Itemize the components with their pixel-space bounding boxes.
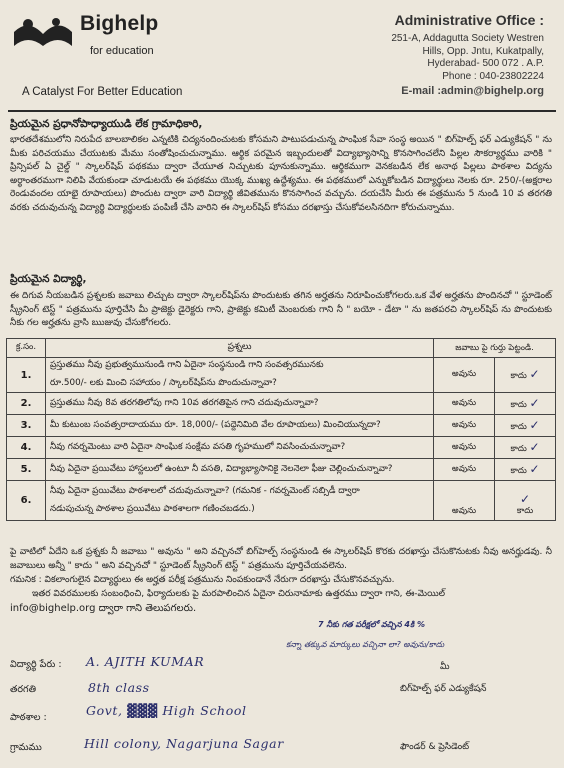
school-label: పాఠశాల :	[10, 712, 47, 723]
table-row	[7, 437, 556, 459]
student-name-label: విద్యార్థి పేరు :	[10, 659, 62, 670]
answer-yes-option[interactable]: అవును	[434, 415, 495, 437]
instructions-paragraph: ఈ దిగువ నీయబడిన ప్రశ్నలకు జవాబు లిచ్చుట ద్వారా స్కాలర్‌షిప్‌ను పొందుటకు తగిన అర్హతను నిరూపించుకోగలరు.ఒక వేళ అర్హతను పొందినచో " స్టూడెంట్ స్క్రీనింగ్ టెస్ట్ " పత్రమును పూర్తిచేసి మీ ప్రాజెక్టు డైరెక్టరు గాని, ప్రాజెక్టు కమిటీ మెంబరుకు గాని నీ " బయో - డేటా " ను జతపరచి స్కాలర్‌షిప్ ను పొందుటకు నీకు గల అర్హతను వ్రాసి ఋజువు చేసుకోగలరు.	[10, 291, 552, 328]
column-header-answer: జవాబు పై గుర్తు పెట్టండి.	[434, 339, 556, 358]
salutation-headmaster: ప్రియమైన ప్రధానోపాధ్యాయుడి లేక గ్రామాధికారి,	[10, 118, 203, 130]
question-line: రూ.500/- లకు మించి సహాయం / స్కాలర్‌షిప్‌ను పొందుచున్నావా?	[50, 378, 277, 388]
disqualification-paragraph: పై వాటిలో ఏదేని ఒక ప్రశ్నకు నీ జవాబు " అవును " అని వచ్చినచో బిగ్‌హెల్ప్ సంస్థనుండి ఈ స్కాలర్‌షిప్ కొరకు దరఖాస్తు చేసుకొనుటకు నీవు అనర్హుడవు. నీ జవాబులు అన్నీ " కాదు " అని వచ్చినచో " స్టూడెంట్ స్క్రీనింగ్ టెస్ట్ " పత్రమును పూర్తిచేయవలెను.	[10, 547, 552, 571]
regards-text: మీ	[440, 662, 450, 672]
answer-no-option[interactable]: కాదు ✓	[495, 459, 556, 481]
table-row	[7, 358, 556, 393]
question-line: నడుపుచున్న పాఠశాల ప్రయివేటు పాఠశాలగా గణించబడదు.)	[50, 503, 255, 514]
address-line: Hills, Opp. Jntu, Kukatpally,	[422, 45, 544, 57]
checkmark-icon: ✓	[529, 417, 540, 432]
question-text: ప్రస్తుతము నీవు 8వ తరగతిలోపు గాని 10వ తరగతిపైన గాని చదువుచున్నావా?	[46, 393, 434, 415]
brand-subtitle: for education	[90, 45, 154, 57]
answer-no-option[interactable]: కాదు ✓	[495, 393, 556, 415]
answer-yes-option[interactable]: అవును	[434, 481, 495, 521]
email-line: E-mail :admin@bighelp.org	[401, 85, 544, 97]
village-value[interactable]: Hill colony, Nagarjuna Sagar	[84, 736, 284, 751]
question-number: 5.	[7, 459, 46, 481]
answer-yes-option[interactable]: అవును	[434, 358, 495, 393]
contact-paragraph: ఇతర వివరములకు సంబంధించి, ఫిర్యాదులకు పై మరపాలించిన ఏదైనా చిరునామాకు ఉత్తరము ద్వారా గాని, ఈ-మెయిల్	[32, 589, 446, 599]
question-line: నీవు ఏదైనా ప్రయివేటు పాఠశాలలో చదువుచున్నావా? (గమనిక - గవర్నమెంట్ సబ్సిడీ ద్వారా	[50, 485, 360, 496]
class-value[interactable]: 8th class	[88, 680, 150, 695]
column-header-number: క్ర.సం.	[7, 339, 46, 358]
question-text: మీ కుటుంబ సంవత్సరాదాయము రూ. 18,000/- (పద్దెనిమిది వేల రూపాయలు) మించియున్నదా?	[46, 415, 434, 437]
address-line: 251-A, Addagutta Society Westren	[391, 33, 544, 44]
brand-name: Bighelp	[80, 12, 159, 35]
class-label: తరగతి	[10, 684, 36, 695]
checkmark-icon: ✓	[529, 439, 540, 454]
marks-question-stamp-line2: కన్నా తక్కువ మార్కులు వచ్చినా లా? అవును/కాదు	[286, 640, 445, 649]
column-header-questions: ప్రశ్నలు	[46, 339, 434, 358]
tagline: A Catalyst For Better Education	[22, 86, 183, 98]
school-value[interactable]: Govt, ▓▓▓ High School	[86, 703, 247, 718]
answer-no-option[interactable]: కాదు ✓	[495, 415, 556, 437]
header-divider	[8, 110, 556, 112]
eligibility-questions-table	[6, 338, 556, 521]
question-text	[46, 481, 434, 521]
checkmark-icon: ✓	[519, 492, 531, 506]
founder-signature: ఫౌండర్ & ప్రెసిడెంట్	[400, 742, 470, 752]
handicapped-note: గమనిక : వికలాంగులైన విద్యార్థులు ఈ అర్హత పరీక్ష పత్రమును నింపకుండానే నేరుగా దరఖాస్తు చేసుకొనవచ్చును.	[10, 575, 395, 585]
office-address	[391, 12, 544, 97]
phone-line: Phone : 040-23802224	[442, 70, 544, 82]
question-number: 1.	[7, 358, 46, 393]
table-row	[7, 393, 556, 415]
question-number: 3.	[7, 415, 46, 437]
checkmark-icon: ✓	[529, 395, 540, 410]
student-name-value[interactable]: A. AJITH KUMAR	[86, 654, 205, 669]
checkmark-icon: ✓	[529, 367, 540, 381]
contact-email-line: info@bighelp.org ద్వారా గాని తెలుపగలరు.	[10, 603, 197, 614]
office-title: Administrative Office :	[394, 12, 544, 28]
answer-no-option[interactable]: ✓ కాదు	[495, 481, 556, 521]
question-number: 4.	[7, 437, 46, 459]
question-line: ప్రస్తుతము నీవు ప్రభుత్వమునుండి గాని ఏదైనా సంస్థనుండి గాని సంవత్సరమునకు	[50, 360, 324, 370]
marks-question-stamp: 7 నీకు గత పరీక్షలో వచ్చిన 4కి %	[318, 620, 425, 629]
question-number: 2.	[7, 393, 46, 415]
answer-yes-option[interactable]: అవును	[434, 437, 495, 459]
question-text	[46, 358, 434, 393]
table-header-row	[7, 339, 556, 358]
table-row	[7, 415, 556, 437]
answer-yes-option[interactable]: అవును	[434, 459, 495, 481]
salutation-student: ప్రియమైన విద్యార్థి,	[10, 273, 87, 285]
question-text: నీవు గవర్నమెంటు వారి ఏదైనా సాంఘిక సంక్షేమ వసతి గృహములో నివసించుచున్నావా?	[46, 437, 434, 459]
answer-yes-option[interactable]: అవును	[434, 393, 495, 415]
bighelp-logo-icon	[12, 8, 76, 48]
intro-paragraph: భారతదేశములోని నిరుపేద బాలబాలికల ఎన్నటికి చిద్యనందించుటకు కోసమని పాటుపడుచున్న పాంఘిక సేవా సంస్థ అయిన " బిగ్‌హెల్ప్ ఫర్ ఎడ్యుకేషన్ " ను మీకు పరిచయము చేయుటకు మేము సంతోషించుచున్నాము. ఆర్థిక పరమైన ఇబ్బందులతో విద్యాభ్యాసాన్ని కొనసాగించలేని పిల్లల సౌకర్యార్థము వారికి " ప్రిన్సిపల్ ఏ చైల్డ్ " స్కాలర్‌షిప్ పథకము ద్వారా చేయూత నిచ్చుటకు పూనుకున్నాము. ఆర్థికముగా వెనకబడిన లేక అనాథ పిల్లలు పాఠశాల విద్యను అర్థాంతరముగా నిలిపి వేయకుండా చూడుటయే ఈ పథకము యొక్క ముఖ్య ఉద్దేశ్యము. ఈ పథకములో ఎన్నుకోబడిన విద్యార్థులు నెలకు రూ. 250/-(అక్షరాల రెండువందల యాభై రూపాయలు) పొందుట ద్వారా వారి విద్యార్థి జీవితమును కొనసాగించ వచ్చును. దయచేసి మీరు ఈ పత్రమును 5 నుండి 10 వ తరగతి వరకు చదువుచున్న విద్యార్థి విద్యార్థులకు పంపిణీ చేసి వారిని ఈ స్కాలర్‌షిప్ కోసము దరఖాస్తు చేసుకోవలసినదిగా కోరుచున్నాము.	[10, 135, 552, 213]
organization-signoff: బిగ్‌హెల్ప్ ఫర్ ఎడ్యుకేషన్	[400, 684, 487, 694]
address-line: Hyderabad- 500 072 . A.P.	[427, 58, 544, 69]
answer-no-option[interactable]: కాదు ✓	[495, 437, 556, 459]
question-text: నీవు ఏదైనా ప్రయివేటు హాస్టలులో ఉంటూ నీ వసతి, విద్యాభ్యాసానికై నెలనెలా ఫీజు చెల్లించుచున్నావా?	[46, 459, 434, 481]
question-number: 6.	[7, 481, 46, 521]
table-row	[7, 481, 556, 521]
village-label: గ్రామము	[10, 742, 42, 753]
checkmark-icon: ✓	[529, 461, 540, 476]
table-row	[7, 459, 556, 481]
answer-no-option[interactable]: కాదు ✓	[495, 358, 556, 393]
